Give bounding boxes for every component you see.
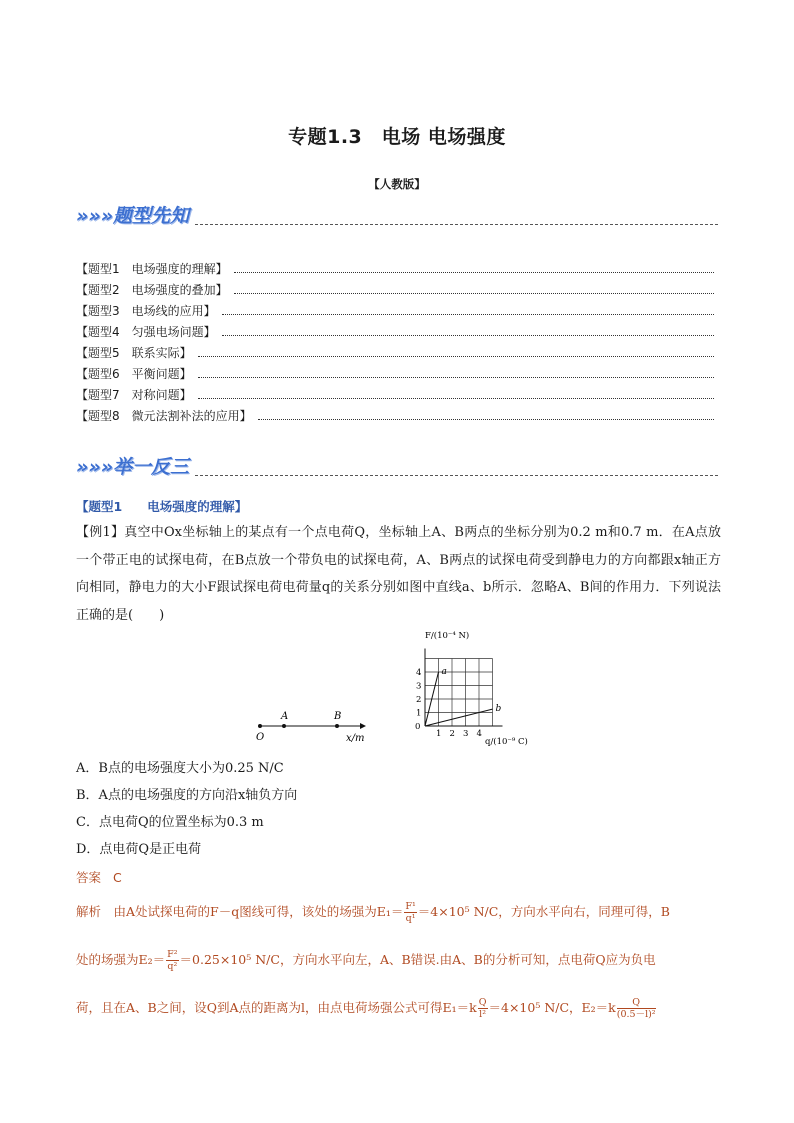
solution-line-3: 荷，且在A、B之间，设Q到A点的距离为l，由点电荷场强公式可得E₁＝k $\frac{Q}{\text{l²}}$ ＝4×10⁵ N/C，E₂＝k $\frac{Q}{\text{(0.5－l)²}}$ <box>76 997 656 1020</box>
option-b[interactable]: B．A点的电场强度的方向沿x轴负方向 <box>76 788 298 803</box>
toc-item[interactable]: 【题型1 电场强度的理解】 <box>76 258 718 279</box>
point-o <box>258 724 262 728</box>
fraction: $\frac{\text{F¹}}{\text{q¹}}$ <box>405 901 416 924</box>
x-tick-label: 2 <box>449 729 455 739</box>
solution-label: 解析 <box>76 904 102 919</box>
banner-rule <box>195 475 718 476</box>
chart-grid <box>425 659 493 727</box>
y-tick-label: 4 <box>416 668 422 678</box>
axis-arrow <box>360 723 366 729</box>
x-tick-label: 3 <box>463 729 469 739</box>
series-label-b: b <box>495 704 502 715</box>
series-label-a: a <box>441 667 447 677</box>
option-c[interactable]: C．点电荷Q的位置坐标为0.3 m <box>76 815 264 830</box>
edition-label: 【人教版】 <box>368 177 426 191</box>
chart-ylabel: F/(10⁻⁴ N) <box>425 631 470 641</box>
chart-xlabel: q/(10⁻⁹ C) <box>485 737 528 747</box>
chart-series <box>425 667 502 726</box>
banner-title: »»»举一反三 <box>76 456 190 478</box>
fraction: $\frac{Q}{\text{l²}}$ <box>478 997 487 1020</box>
solution-line-1: 解析 由A处试探电荷的F－q图线可得，该处的场强为E₁＝ $\frac{\text{F¹}}{\text{q¹}}$ ＝4×10⁵ N/C，方向水平向右，同理可得，B <box>76 901 670 924</box>
label-b: B <box>334 711 342 722</box>
answer-value: C <box>113 870 122 885</box>
point-b <box>335 724 339 728</box>
banner-rule <box>195 224 718 225</box>
origin-label: 0 <box>415 722 421 732</box>
point-a <box>282 724 286 728</box>
toc-item[interactable]: 【题型8 微元法割补法的应用】 <box>76 405 718 426</box>
x-tick-label: 1 <box>436 729 442 739</box>
banner-practice <box>76 452 718 478</box>
series-line-b <box>425 709 493 726</box>
toc-item[interactable]: 【题型5 联系实际】 <box>76 342 718 363</box>
fraction: $\frac{Q}{\text{(0.5－l)²}}$ <box>616 997 656 1020</box>
example-question: 【例1】真空中Ox坐标轴上的某点有一个点电荷Q，坐标轴上A、B两点的坐标分别为0.2 m和0.7 m．在A点放一个带正电的试探电荷，在B点放一个带负电的试探电荷，A、B两点的试探电荷受到静电力的方向都跟x轴正方向相同，静电力的大小F跟试探电荷电荷量q的关系分别如图中直线a、b所示．忽略A、B间的作用力．下列说法正确的是( ) <box>76 525 722 623</box>
y-tick-label: 1 <box>416 708 422 719</box>
fraction: $\frac{\text{F²}}{\text{q²}}$ <box>167 949 178 972</box>
answer <box>76 868 122 886</box>
section-heading: 【题型1 电场强度的理解】 <box>76 499 248 514</box>
y-tick-label: 3 <box>416 681 422 692</box>
banner-title: »»»题型先知 <box>76 205 190 227</box>
solution-line-2: 处的场强为E₂＝ $\frac{\text{F²}}{\text{q²}}$ ＝0.25×10⁵ N/C，方向水平向左，A、B错误.由A、B的分析可知，点电荷Q应为负电 <box>76 949 656 972</box>
page-title: 专题1.3 电场 电场强度 <box>288 126 506 148</box>
table-of-contents <box>76 258 718 426</box>
toc-item[interactable]: 【题型7 对称问题】 <box>76 384 718 405</box>
banner-question-types <box>76 201 718 227</box>
toc-item[interactable]: 【题型3 电场线的应用】 <box>76 300 718 321</box>
x-tick-label: 4 <box>476 729 482 739</box>
axis-label: x/m <box>346 733 365 744</box>
toc-item[interactable]: 【题型4 匀强电场问题】 <box>76 321 718 342</box>
f-q-chart <box>405 628 550 748</box>
option-a[interactable]: A．B点的电场强度大小为0.25 N/C <box>76 761 284 776</box>
label-o: O <box>256 732 265 743</box>
y-tick-label: 2 <box>416 695 422 705</box>
answer-label: 答案 <box>76 870 102 885</box>
x-axis-figure <box>250 706 370 746</box>
toc-item[interactable]: 【题型6 平衡问题】 <box>76 363 718 384</box>
toc-item[interactable]: 【题型2 电场强度的叠加】 <box>76 279 718 300</box>
label-a: A <box>281 711 289 722</box>
option-d[interactable]: D．点电荷Q是正电荷 <box>76 842 202 857</box>
